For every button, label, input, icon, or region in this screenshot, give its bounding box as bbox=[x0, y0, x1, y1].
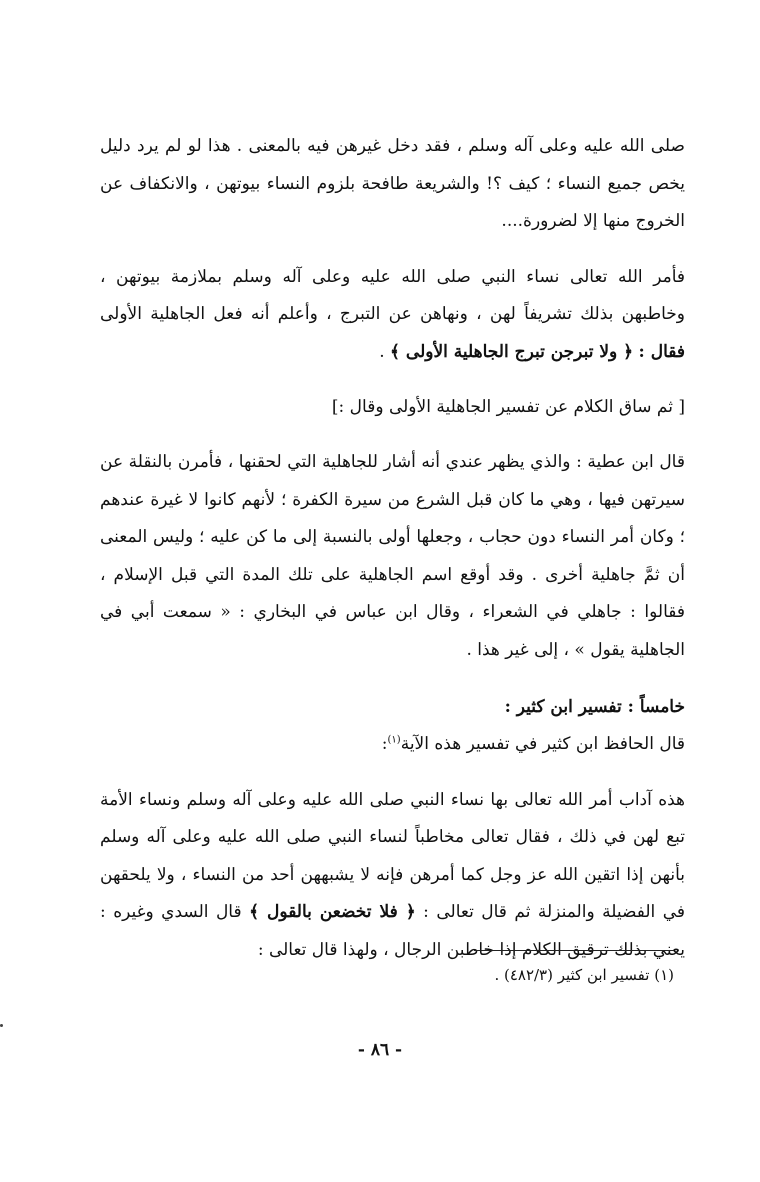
paragraph-ibn-atiyya: قال ابن عطية : والذي يظهر عندي أنه أشار للجاهلية التي لحقنها ، فأمرن بالنقلة عن سيرتهن فيها ، وهي ما كان قبل الشرع من سيرة الكفرة ؛ لأنهم كانوا لا غيرة عندهم ؛ وكان أمر النساء دون حجاب ، وجعلها أولى بالنسبة إلى ما كن عليه ؛ وليس المعنى أن ثمَّ جاهلية أخرى . وقد أوقع اسم الجاهلية على تلك المدة التي قبل الإسلام ، فقالوا : جاهلي في الشعراء ، وقال ابن عباس في البخاري : « سمعت أبي في الجاهلية يقول » ، إلى غير هذا . bbox=[100, 452, 685, 660]
footnote-marker: (١) bbox=[387, 734, 401, 746]
paragraph-1: صلى الله عليه وعلى آله وسلم ، فقد دخل غيرهن فيه بالمعنى . هذا لو لم يرد دليل يخص جميع النساء ؛ كيف ؟! والشريعة طافحة بلزوم النساء بيوتهن ، والانكفاف عن الخروج منها إلا لضرورة.... bbox=[100, 136, 685, 231]
paragraph-ibn-kathir-intro bbox=[100, 726, 685, 764]
quran-verse-khudu: ﴿ فلا تخضعن بالقول ﴾ bbox=[249, 902, 416, 922]
footnote: (١) تفسير ابن كثير (٤٨٢/٣) . bbox=[494, 966, 674, 984]
section-heading: خامساً : تفسير ابن كثير : bbox=[504, 697, 685, 717]
scan-speck bbox=[0, 1024, 3, 1027]
quran-verse-tabarruj: ﴿ ولا تبرجن تبرج الجاهلية الأولى ﴾ bbox=[390, 341, 634, 362]
paragraph-2-text: فأمر الله تعالى نساء النبي صلى الله عليه وعلى آله وسلم بملازمة بيوتهن ، وخاطبهن بذلك تشريفاً لهن ، ونهاهن عن التبرج ، وأعلم أنه فعل الجاهلية الأولى bbox=[100, 266, 685, 324]
paragraph-2 bbox=[100, 259, 685, 372]
intro-colon: : bbox=[381, 734, 388, 754]
paragraph-gap bbox=[100, 371, 685, 389]
paragraph-gap bbox=[100, 241, 685, 259]
paragraph-ibn-kathir-quote bbox=[100, 782, 685, 970]
editor-note: [ ثم ساق الكلام عن تفسير الجاهلية الأولى وقال :] bbox=[331, 397, 685, 417]
paragraph-gap bbox=[100, 764, 685, 782]
page-body bbox=[100, 128, 685, 969]
intro-text: قال الحافظ ابن كثير في تفسير هذه الآية bbox=[400, 734, 685, 754]
page-number: - ٨٦ - bbox=[357, 1040, 403, 1060]
paragraph-gap bbox=[100, 669, 685, 689]
paragraph-ibn-kathir-text: هذه آداب أمر الله تعالى بها نساء النبي صلى الله عليه وعلى آله وسلم ونساء الأمة تبع لهن في ذلك ، فقال تعالى مخاطباً لنساء النبي صلى الله عليه وعلى آله وسلم بأنهن إذا اتقين الله عز وجل كما أمرهن فإنه لا يشبههن أحد من النساء ، ولا يلحقهن في الفضيلة والمنزلة ثم قال تعالى : bbox=[100, 789, 686, 922]
paragraph-2-end: . bbox=[379, 341, 385, 362]
paragraph-ibn-kathir-text-2: قال السدي وغيره : يعني بذلك ترقيق الكلام إذا خاطبن الرجال ، ولهذا قال تعالى : bbox=[100, 902, 685, 960]
paragraph-2-lead: فقال : bbox=[638, 341, 685, 362]
paragraph-gap bbox=[100, 426, 685, 444]
footnote-separator bbox=[474, 950, 674, 951]
